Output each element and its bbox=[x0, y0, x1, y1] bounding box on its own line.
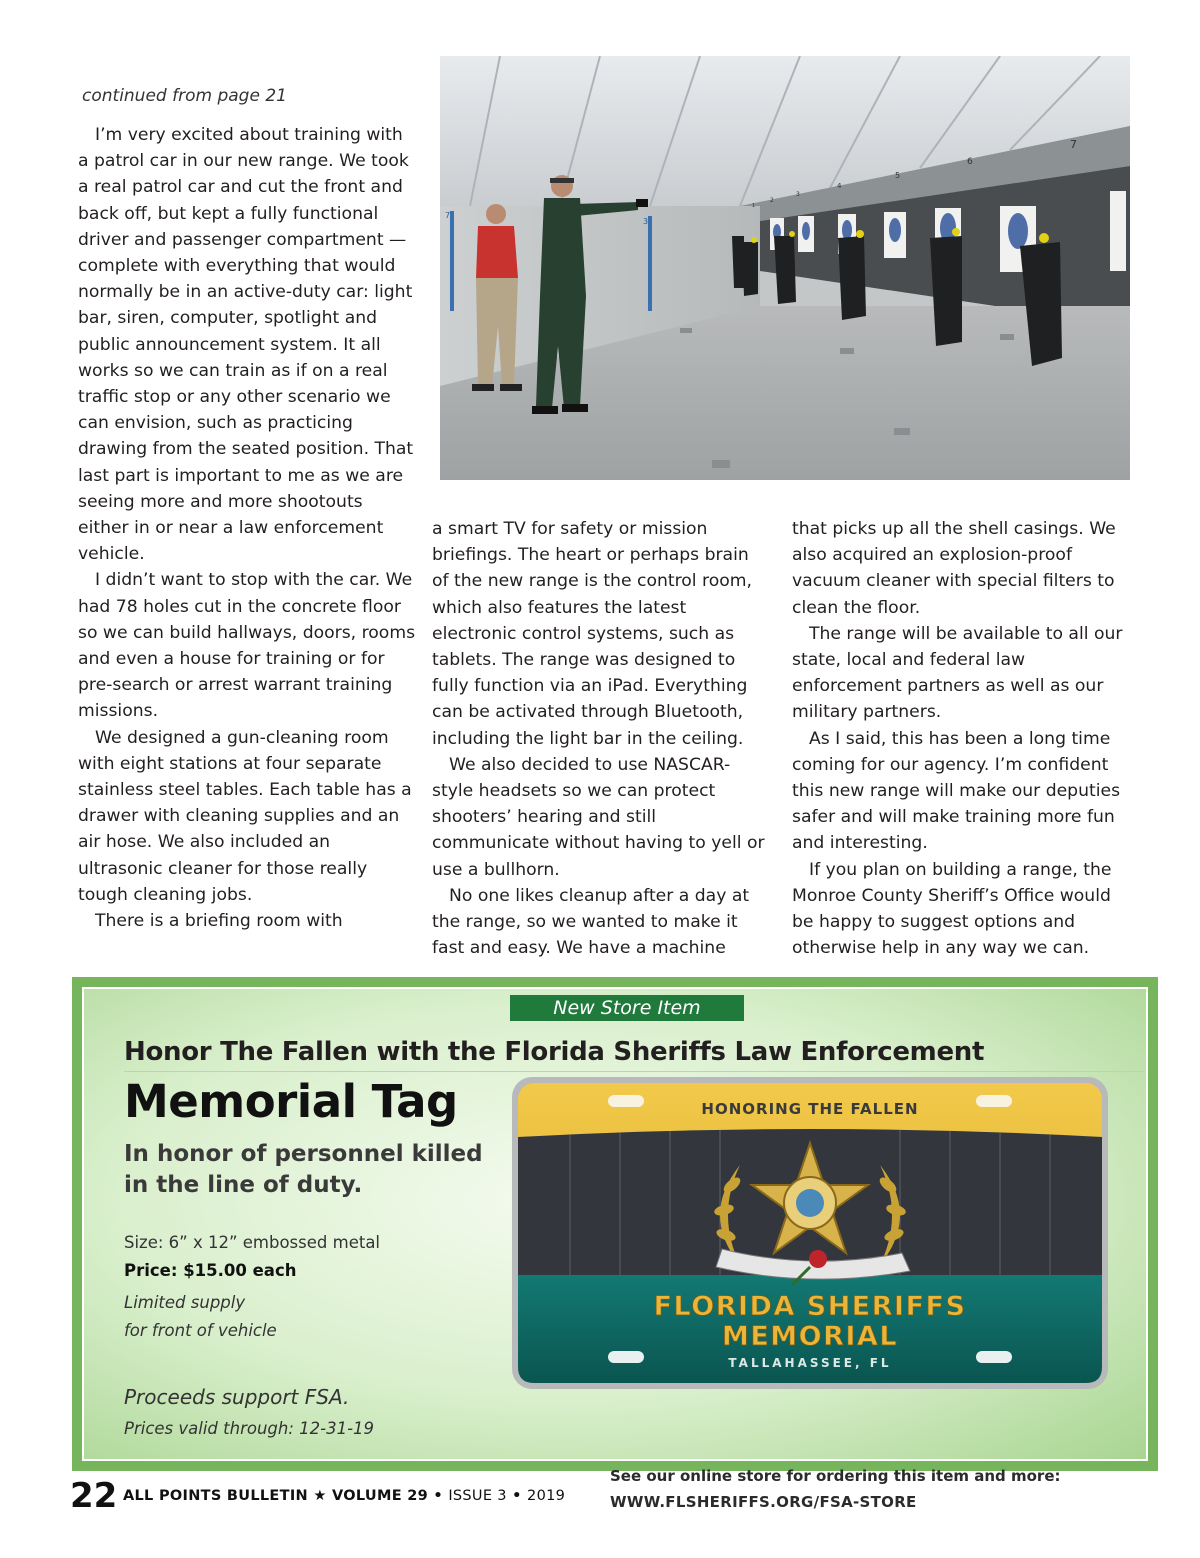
star-icon: ★ bbox=[313, 1488, 327, 1504]
lane-number: 4 bbox=[837, 182, 842, 190]
wall-mark: 3 bbox=[643, 217, 649, 226]
range-photo-illustration bbox=[440, 56, 1130, 480]
lane-number: 1 bbox=[752, 203, 756, 209]
plate-city: TALLAHASSEE, FL bbox=[728, 1356, 892, 1370]
plate-top-text: HONORING THE FALLEN bbox=[701, 1100, 919, 1118]
divider bbox=[124, 1071, 1144, 1072]
ad-subtitle: In honor of personnel killed in the line of duty. bbox=[124, 1141, 483, 1198]
publication-name: ALL POINTS BULLETIN bbox=[123, 1488, 308, 1504]
lane-number: 2 bbox=[770, 197, 774, 204]
store-url-link[interactable]: WWW.FLSHERIFFS.ORG/FSA-STORE bbox=[610, 1493, 917, 1511]
continued-note: continued from page 21 bbox=[82, 86, 287, 106]
paragraph: that picks up all the shell casings. We also acquired an explosion-proof vacuum cleaner with special filters to clean the floor. bbox=[792, 519, 1116, 618]
lane-number: 3 bbox=[796, 191, 800, 198]
product-note bbox=[124, 1289, 277, 1345]
year-label: 2019 bbox=[527, 1488, 566, 1504]
separator: • bbox=[512, 1488, 522, 1504]
paragraph: I’m very excited about training with a patrol car in our new range. We took a real patrol car and cut the front and back off, but kept a fully functional driver and passenger compartment — complete with everything that would normally be in an active-duty car: light bar, siren, computer, spotlight and public announcement system. It all works so we can train as if on a real traffic stop or any other scenario we can envision, such as practicing drawing from the seated position. That last part is important to me as we are seeing more and more shootouts either in or near a law enforcement vehicle. bbox=[78, 125, 414, 565]
paragraph: No one likes cleanup after a day at the range, so we wanted to make it fast and easy. We have a machine bbox=[432, 885, 750, 959]
article-column-3 bbox=[792, 516, 1137, 961]
new-store-item-badge: New Store Item bbox=[510, 995, 744, 1021]
article-column-1 bbox=[78, 122, 416, 934]
plate-main-line-1: FLORIDA SHERIFFS bbox=[653, 1291, 967, 1322]
lane-number: 7 bbox=[1070, 138, 1077, 151]
paragraph: I didn’t want to stop with the car. We had 78 holes cut in the concrete floor so we can build hallways, doors, rooms and even a house for training or for pre-search or arrest warrant training missions. bbox=[78, 570, 416, 722]
issue-label: ISSUE 3 bbox=[448, 1488, 507, 1504]
ad-title: Memorial Tag bbox=[124, 1075, 458, 1128]
range-photo bbox=[440, 56, 1130, 480]
article-column-2 bbox=[432, 516, 770, 961]
prices-valid-note: Prices valid through: 12-31-19 bbox=[124, 1419, 375, 1438]
paragraph: There is a briefing room with bbox=[95, 911, 343, 932]
publication-footer bbox=[123, 1488, 565, 1504]
paragraph: The range will be available to all our state, local and federal law enforcement partners as well as our military partners. bbox=[792, 623, 1123, 723]
separator: • bbox=[433, 1488, 443, 1504]
front-of-vehicle-text: for front of vehicle bbox=[124, 1321, 277, 1340]
paragraph: We designed a gun-cleaning room with eight stations at four separate stainless steel tables. Each table has a drawer with cleaning supplies and an air hose. We also included an ultrasonic cleaner for those really tough cleaning jobs. bbox=[78, 727, 412, 905]
page-number: 22 bbox=[70, 1476, 118, 1516]
volume-label: VOLUME 29 bbox=[331, 1488, 429, 1504]
paragraph: a smart TV for safety or mission briefings. The heart or perhaps brain of the new range is the control room, which also features the latest electronic control systems, such as tablets. The range was designed to fully function via an iPad. Everything can be activated through Bluetooth, including the light bar in the ceiling. bbox=[432, 519, 752, 749]
product-size: Size: 6” x 12” embossed metal bbox=[124, 1233, 381, 1252]
paragraph: We also decided to use NASCAR-style headsets so we can protect shooters’ hearing and still communicate without having to yell or use a bullhorn. bbox=[432, 754, 765, 880]
proceeds-note: Proceeds support FSA. bbox=[124, 1385, 350, 1409]
license-plate-image bbox=[510, 1075, 1110, 1391]
product-price: Price: $15.00 each bbox=[124, 1261, 297, 1280]
wall-mark: 7 bbox=[445, 211, 451, 220]
ad-headline: Honor The Fallen with the Florida Sheriffs Law Enforcement bbox=[124, 1037, 985, 1067]
plate-main-line-2: MEMORIAL bbox=[721, 1321, 899, 1352]
lane-number: 5 bbox=[895, 171, 901, 180]
store-cta-text: See our online store for ordering this item and more: bbox=[610, 1467, 1061, 1485]
lane-number: 6 bbox=[967, 157, 973, 167]
paragraph: As I said, this has been a long time coming for our agency. I’m confident this new range will make our deputies safer and will make training more fun and interesting. bbox=[792, 728, 1121, 854]
limited-supply-text: Limited supply bbox=[124, 1293, 246, 1312]
paragraph: If you plan on building a range, the Monroe County Sheriff’s Office would be happy to suggest options and otherwise help in any way we can. bbox=[792, 859, 1112, 959]
